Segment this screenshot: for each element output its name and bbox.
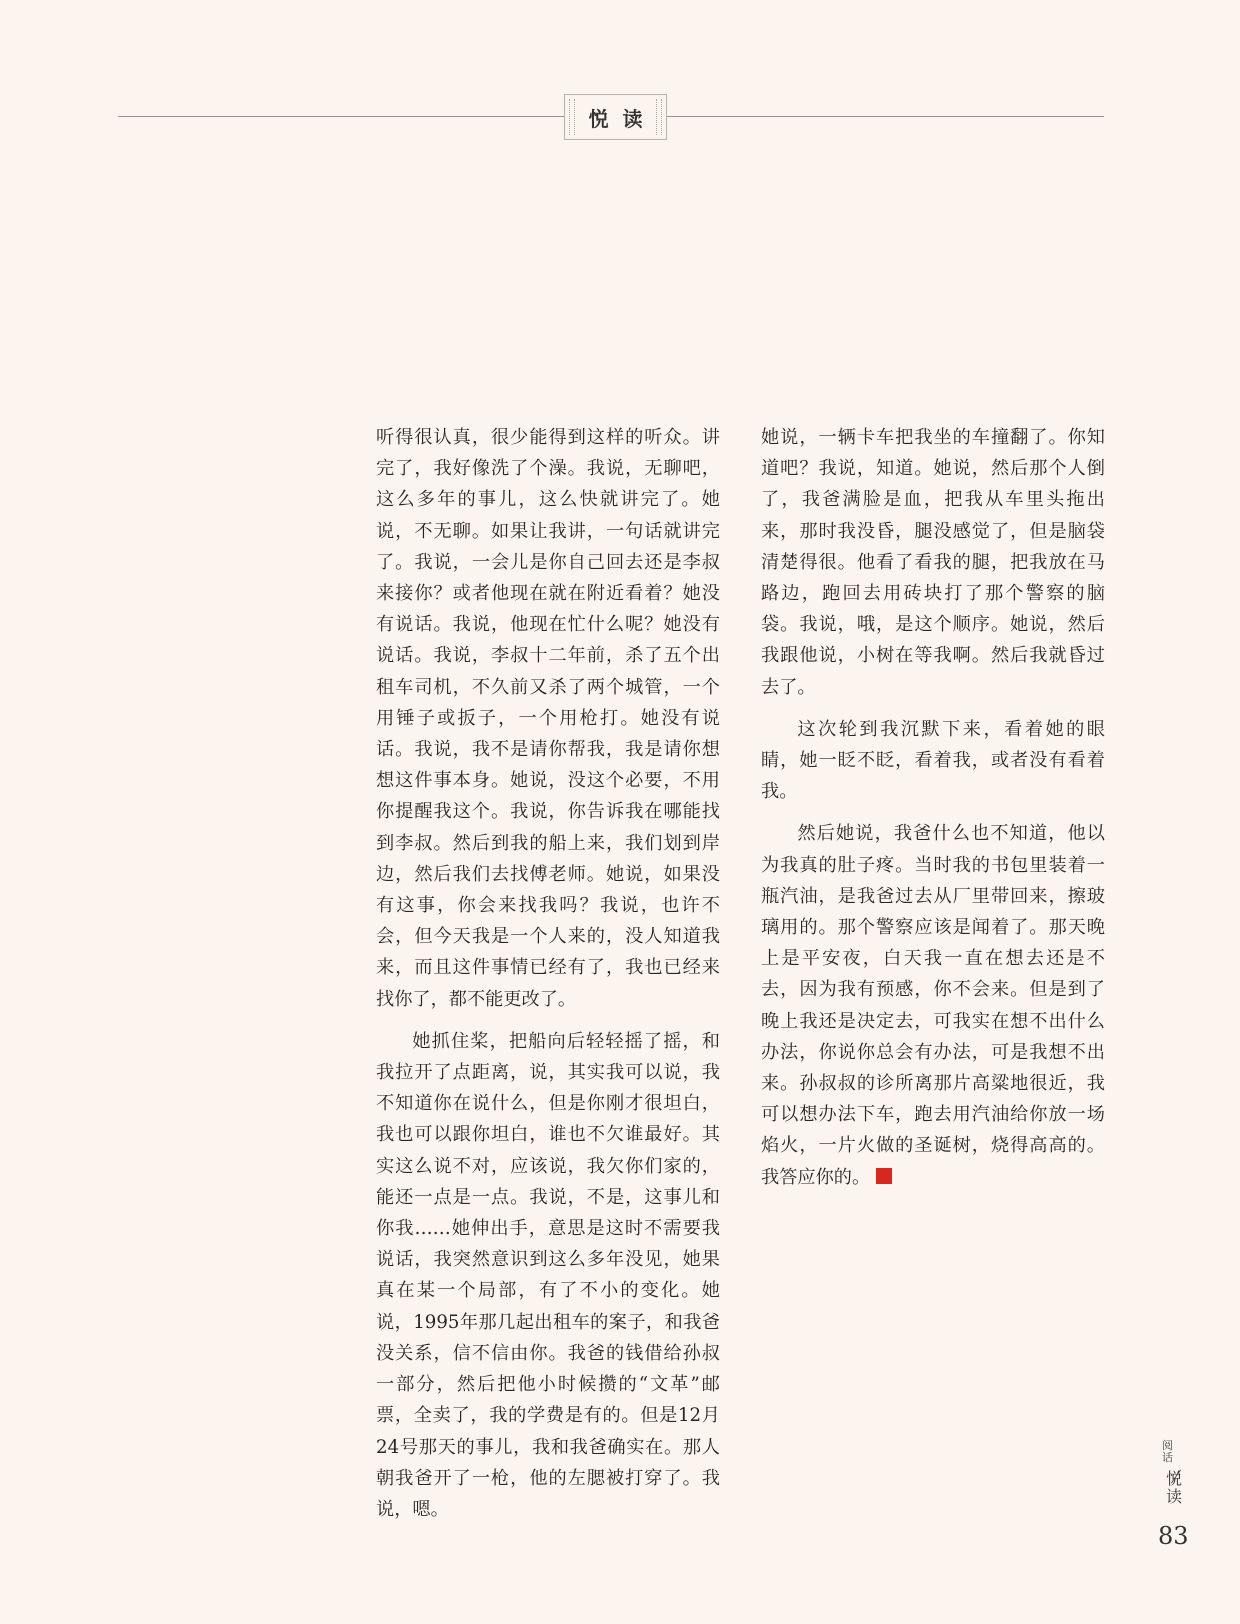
right-column	[761, 422, 1105, 1204]
paragraph: 听得很认真，很少能得到这样的听众。讲完了，我好像洗了个澡。我说，无聊吧，这么多年的事儿，这么快就讲完了。她说，不无聊。如果让我讲，一句话就讲完了。我说，一会儿是你自己回去还是李叔来接你？或者他现在就在附近看着？她没有说话。我说，他现在忙什么呢？她没有说话。我说，李叔十二年前，杀了五个出租车司机，不久前又杀了两个城管，一个用锤子或扳子，一个用枪打。她没有说话。我说，我不是请你帮我，我是请你想想这件事本身。她说，没这个必要，不用你提醒我这个。我说，你告诉我在哪能找到李叔。然后到我的船上来，我们划到岸边，然后我们去找傅老师。她说，如果没有这事，你会来找我吗？我说，也许不会，但今天我是一个人来的，没人知道我来，而且这件事情已经有了，我也已经来找你了，都不能更改了。	[376, 427, 720, 1010]
paragraph: 她说，一辆卡车把我坐的车撞翻了。你知道吧？我说，知道。她说，然后那个人倒了，我爸满脸是血，把我从车里头拖出来，那时我没昏，腿没感觉了，但是脑袋清楚得很。他看了看我的腿，把我放在马路边，跑回去用砖块打了那个警察的脑袋。我说，哦，是这个顺序。她说，然后我跟他说，小树在等我啊。然后我就昏过去了。	[761, 427, 1105, 698]
end-mark-icon	[876, 1168, 892, 1184]
paragraph-last	[761, 818, 1105, 1192]
magazine-name-big: 悦读	[1166, 1469, 1183, 1506]
paragraph-text: 然后她说，我爸什么也不知道，他以为我真的肚子疼。当时我的书包里装着一瓶汽油，是我爸过去从厂里带回来，擦玻璃用的。那个警察应该是闻着了。那天晚上是平安夜，白天我一直在想去还是不去，因为我有预感，你不会来。但是到了晚上我还是决定去，可我实在想不出什么办法，你说你总会有办法，可是我想不出来。孙叔叔的诊所离那片高粱地很近，我可以想办法下车，跑去用汽油给你放一场焰火，一片火做的圣诞树，烧得高高的。我答应你的。	[761, 823, 1105, 1188]
section-title: 悦读	[588, 106, 657, 131]
page-number: 83	[1158, 1522, 1189, 1550]
left-column	[376, 422, 720, 1536]
paragraph: 她抓住桨，把船向后轻轻摇了摇，和我拉开了点距离，说，其实我可以说，我不知道你在说什么，但是你刚才很坦白，我也可以跟你坦白，谁也不欠谁最好。其实这么说不对，应该说，我欠你们家的，能还一点是一点。我说，不是，这事儿和你我……她伸出手，意思是这时不需要我说话，我突然意识到这么多年没见，她果真在某一个局部，有了不小的变化。她说，1995年那几起出租车的案子，和我爸没关系，信不信由你。我爸的钱借给孙叔一部分，然后把他小时候攒的“文革”邮票，全卖了，我的学费是有的。但是12月24号那天的事儿，我和我爸确实在。那人朝我爸开了一枪，他的左腮被打穿了。我说，嗯。	[376, 1030, 720, 1520]
magazine-side-label	[1160, 1440, 1190, 1520]
paragraph: 这次轮到我沉默下来，看着她的眼睛，她一眨不眨，看着我，或者没有看着我。	[761, 718, 1105, 803]
magazine-name-small: 阅话	[1162, 1439, 1173, 1464]
section-badge	[564, 94, 667, 140]
